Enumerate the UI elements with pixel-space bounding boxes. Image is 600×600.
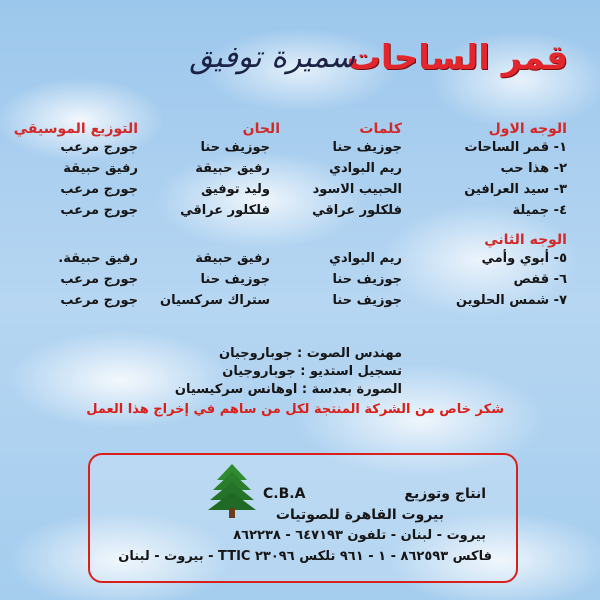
track-arrangement: جورج مرعب	[60, 203, 138, 218]
track-title: ٥- أبوي وأمي	[481, 251, 567, 266]
studio-recording-credit: تسجيل استديو : جوباروجيان	[222, 364, 402, 379]
producer-contact-line-2: فاكس ٨٦٢٥٩٣ - ١ - ٩٦١ تلكس ٢٣٠٩٦ TTIC - بيروت - لبنان	[118, 549, 492, 564]
track-title: ١- قمر الساحات	[464, 140, 567, 155]
track-title: ٣- سيد العرافين	[464, 182, 567, 197]
producer-contact-line-1: بيروت - لبنان - تلفون ٦٤٧١٩٣ - ٨٦٢٢٣٨	[233, 528, 486, 543]
side-two-heading: الوجه الثاني	[484, 232, 567, 248]
track-lyrics: فلكلور عراقي	[312, 203, 402, 218]
track-lyrics: ريم البوادي	[329, 251, 402, 266]
track-composition: ستراك سركسيان	[159, 293, 270, 308]
track-lyrics: ريم البوادي	[329, 161, 402, 176]
track-title: ٢- هذا حب	[500, 161, 567, 176]
cedar-tree-icon	[207, 462, 257, 520]
cba-brand: C.B.A	[263, 486, 306, 502]
track-composition: جوزيف حنا	[200, 272, 270, 287]
arrangement-column-header: التوزيع الموسيقي	[13, 121, 138, 137]
side-one-heading: الوجه الاول	[488, 121, 567, 137]
track-title: ٦- قفص	[513, 272, 567, 287]
producer-company: بيروت القاهرة للصوتيات	[275, 507, 444, 523]
composition-column-header: الحان	[242, 121, 280, 137]
track-composition: رفيق حبيقة	[195, 251, 270, 266]
track-arrangement: رفيق حبيقة.	[58, 251, 138, 266]
lyrics-column-header: كلمات	[359, 121, 402, 137]
producer-label: انتاج وتوزيع	[404, 486, 486, 502]
photography-credit: الصورة بعدسة : اوهانس سركيسيان	[174, 382, 402, 397]
track-arrangement: جورج مرعب	[60, 140, 138, 155]
track-lyrics: جوزيف حنا	[332, 140, 402, 155]
track-lyrics: جوزيف حنا	[332, 272, 402, 287]
track-composition: رفيق حبيقة	[195, 161, 270, 176]
track-composition: وليد توفيق	[201, 182, 270, 197]
sound-engineer-credit: مهندس الصوت : جوباروجيان	[218, 346, 402, 361]
track-arrangement: جورج مرعب	[60, 182, 138, 197]
track-title: ٤- جميلة	[512, 203, 567, 218]
track-arrangement: جورج مرعب	[60, 293, 138, 308]
thanks-note: شكر خاص من الشركة المنتجة لكل من ساهم في إخراج هذا العمل	[86, 402, 504, 417]
track-composition: فلكلور عراقي	[180, 203, 270, 218]
track-arrangement: رفيق حبيقة	[63, 161, 138, 176]
track-lyrics: جوزيف حنا	[332, 293, 402, 308]
track-lyrics: الحبيب الاسود	[312, 182, 402, 197]
artist-name: سميرة توفيق	[189, 40, 355, 75]
track-composition: جوزيف حنا	[200, 140, 270, 155]
album-title: قمر الساحات	[346, 38, 568, 78]
track-title: ٧- شمس الحلوين	[455, 293, 567, 308]
track-arrangement: جورج مرعب	[60, 272, 138, 287]
